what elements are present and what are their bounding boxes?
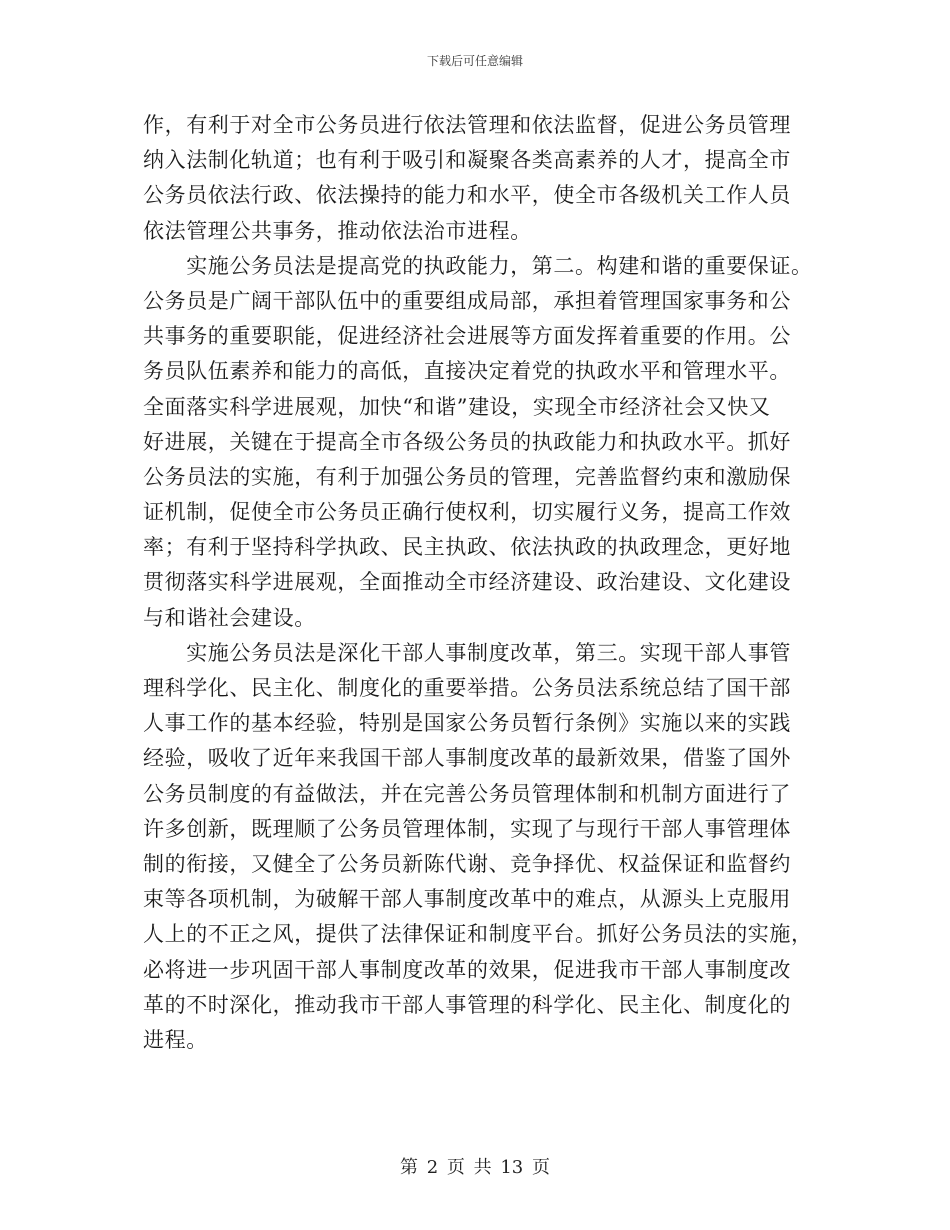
text-line: 人上的不正之风，提供了法律保证和制度平台。抓好公务员法的实施，	[143, 922, 813, 947]
text-line: 公务员制度的有益做法，并在完善公务员管理体制和机制方面进行了	[143, 781, 791, 806]
text-line: 实施公务员法是深化干部人事制度改革，第三。实现干部人事管	[143, 640, 791, 665]
text-line: 好进展，关键在于提高全市各级公务员的执政能力和执政水平。抓好	[143, 429, 791, 454]
text-line: 实施公务员法是提高党的执政能力，第二。构建和谐的重要保证。	[143, 253, 813, 278]
text-line: 务员队伍素养和能力的高低，直接决定着党的执政水平和管理水平。	[143, 359, 791, 384]
text-line: 证机制，促使全市公务员正确行使权利，切实履行义务，提高工作效	[143, 500, 791, 525]
text-line: 理科学化、民主化、制度化的重要举措。公务员法系统总结了国干部	[143, 676, 791, 700]
text-line: 纳入法制化轨道；也有利于吸引和凝聚各类高素养的人才，提高全市	[143, 148, 791, 173]
page-header: 下载后可任意编辑	[426, 54, 523, 68]
text-line: 许多创新，既理顺了公务员管理体制，实现了与现行干部人事管理体	[143, 816, 791, 841]
body-text	[143, 108, 813, 1058]
text-line: 进程。	[143, 1027, 208, 1052]
text-line: 经验，吸收了近年来我国干部人事制度改革的最新效果，借鉴了国外	[143, 746, 791, 771]
text-line: 依法管理公共事务，推动依法治市进程。	[143, 218, 532, 243]
text-line: 全面落实科学进展观，加快“和谐”建设，实现全市经济社会又快又	[143, 394, 771, 419]
text-line: 必将进一步巩固干部人事制度改革的效果，促进我市干部人事制度改	[143, 957, 791, 982]
text-line: 与和谐社会建设。	[143, 605, 316, 630]
page-number: 第 2 页 共 13 页	[400, 1157, 550, 1178]
text-line: 贯彻落实科学进展观，全面推动全市经济建设、政治建设、文化建设	[143, 570, 791, 595]
text-line: 公务员法的实施，有利于加强公务员的管理，完善监督约束和激励保	[143, 464, 791, 489]
text-line: 率；有利于坚持科学执政、民主执政、依法执政的执政理念，更好地	[143, 535, 791, 560]
text-line: 公务员依法行政、依法操持的能力和水平，使全市各级机关工作人员	[143, 183, 791, 208]
text-line: 革的不时深化，推动我市干部人事管理的科学化、民主化、制度化的	[143, 992, 791, 1017]
text-line: 束等各项机制，为破解干部人事制度改革中的难点，从源头上克服用	[143, 887, 791, 912]
text-line: 公务员是广阔干部队伍中的重要组成局部，承担着管理国家事务和公	[143, 288, 791, 313]
text-line: 人事工作的基本经验，特别是国家公务员暂行条例》实施以来的实践	[143, 711, 791, 736]
text-line: 制的衔接，又健全了公务员新陈代谢、竞争择优、权益保证和监督约	[143, 851, 791, 876]
text-line: 共事务的重要职能，促进经济社会进展等方面发挥着重要的作用。公	[143, 324, 791, 349]
text-line: 作，有利于对全市公务员进行依法管理和依法监督，促进公务员管理	[143, 113, 791, 137]
